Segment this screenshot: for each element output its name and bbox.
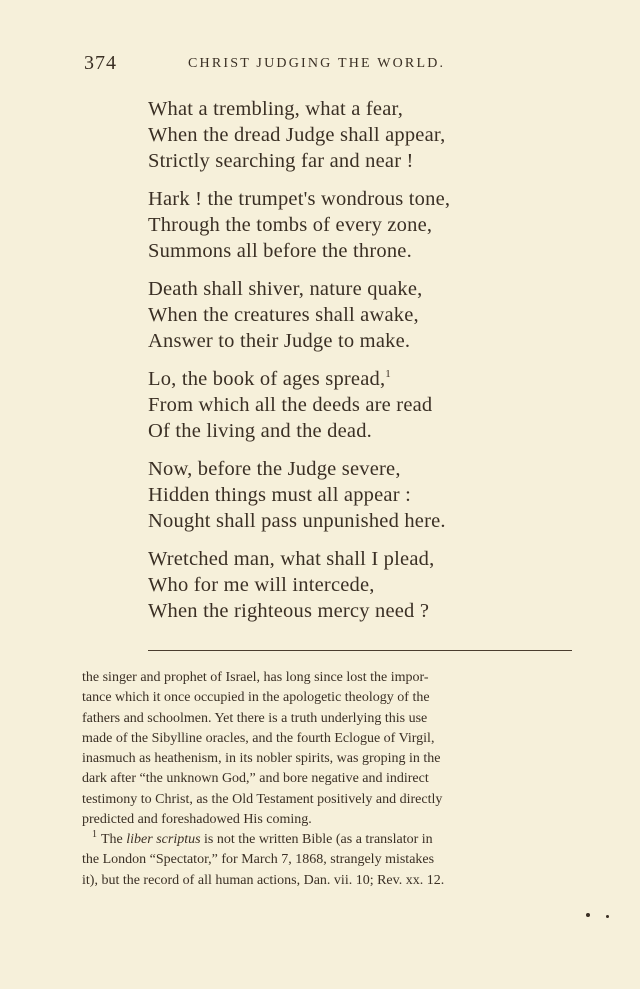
prose-line: fathers and schoolmen. Yet there is a truth underlying this use	[82, 710, 428, 726]
poem-line: When the creatures shall awake,	[148, 304, 419, 326]
footnote-text: is not the written Bible (as a translator in	[200, 832, 433, 847]
poem-line: When the dread Judge shall appear,	[148, 124, 446, 146]
footnote-italic-term: liber scriptus	[126, 832, 201, 847]
poem-line: Death shall shiver, nature quake,	[148, 278, 423, 300]
poem-line: Who for me will intercede,	[148, 574, 375, 596]
poem-line: What a trembling, what a fear,	[148, 98, 404, 120]
prose-line: testimony to Christ, as the Old Testament positively and directly	[82, 791, 443, 807]
poem-line: Nought shall pass unpunished here.	[148, 510, 446, 532]
footnote-line	[82, 830, 574, 850]
poem-line-text: Lo, the book of ages spread,	[148, 368, 386, 390]
page-speck	[606, 915, 609, 918]
stanza-3	[148, 276, 548, 354]
poem-line: Wretched man, what shall I plead,	[148, 548, 435, 570]
stanza-1	[148, 96, 548, 174]
poem-line: Hark ! the trumpet's wondrous tone,	[148, 188, 451, 210]
running-title: CHRIST JUDGING THE WORLD.	[188, 56, 446, 71]
footnote-line: it), but the record of all human actions, Dan. vii. 10; Rev. xx. 12.	[82, 872, 445, 888]
footnote	[82, 830, 574, 891]
stanza-5	[148, 456, 548, 534]
poem-line: Now, before the Judge severe,	[148, 458, 401, 480]
poem-line: Through the tombs of every zone,	[148, 214, 433, 236]
prose-line: dark after “the unknown God,” and bore negative and indirect	[82, 771, 429, 787]
section-divider	[148, 650, 572, 651]
poem	[148, 96, 548, 636]
poem-line: Answer to their Judge to make.	[148, 330, 411, 352]
prose-line: tance which it once occupied in the apologetic theology of the	[82, 690, 430, 706]
poem-line: Hidden things must all appear :	[148, 484, 411, 506]
prose-line: predicted and foreshadowed His coming.	[82, 812, 312, 828]
poem-line: Summons all before the throne.	[148, 240, 412, 262]
stanza-6	[148, 546, 548, 624]
poem-line: From which all the deeds are read	[148, 394, 433, 416]
poem-line: Strictly searching far and near !	[148, 150, 414, 172]
footnote-intro: The	[101, 832, 127, 847]
poem-line: When the righteous mercy need ?	[148, 600, 430, 622]
prose-line: the singer and prophet of Israel, has long since lost the impor-	[82, 670, 429, 685]
page-speck	[586, 913, 590, 917]
stanza-2	[148, 186, 548, 264]
footnote-reference: 1	[385, 368, 391, 381]
footnote-line: the London “Spectator,” for March 7, 1868, strangely mistakes	[82, 852, 435, 868]
footnote-mark: 1	[92, 829, 97, 841]
prose-line: made of the Sibylline oracles, and the fourth Eclogue of Virgil,	[82, 730, 435, 746]
poem-line: Of the living and the dead.	[148, 420, 373, 442]
stanza-4	[148, 366, 548, 444]
page-number: 374	[84, 52, 117, 74]
prose-continuation	[82, 668, 574, 830]
poem-line	[148, 366, 548, 392]
prose-line: inasmuch as heathenism, in its nobler spirits, was groping in the	[82, 751, 441, 767]
